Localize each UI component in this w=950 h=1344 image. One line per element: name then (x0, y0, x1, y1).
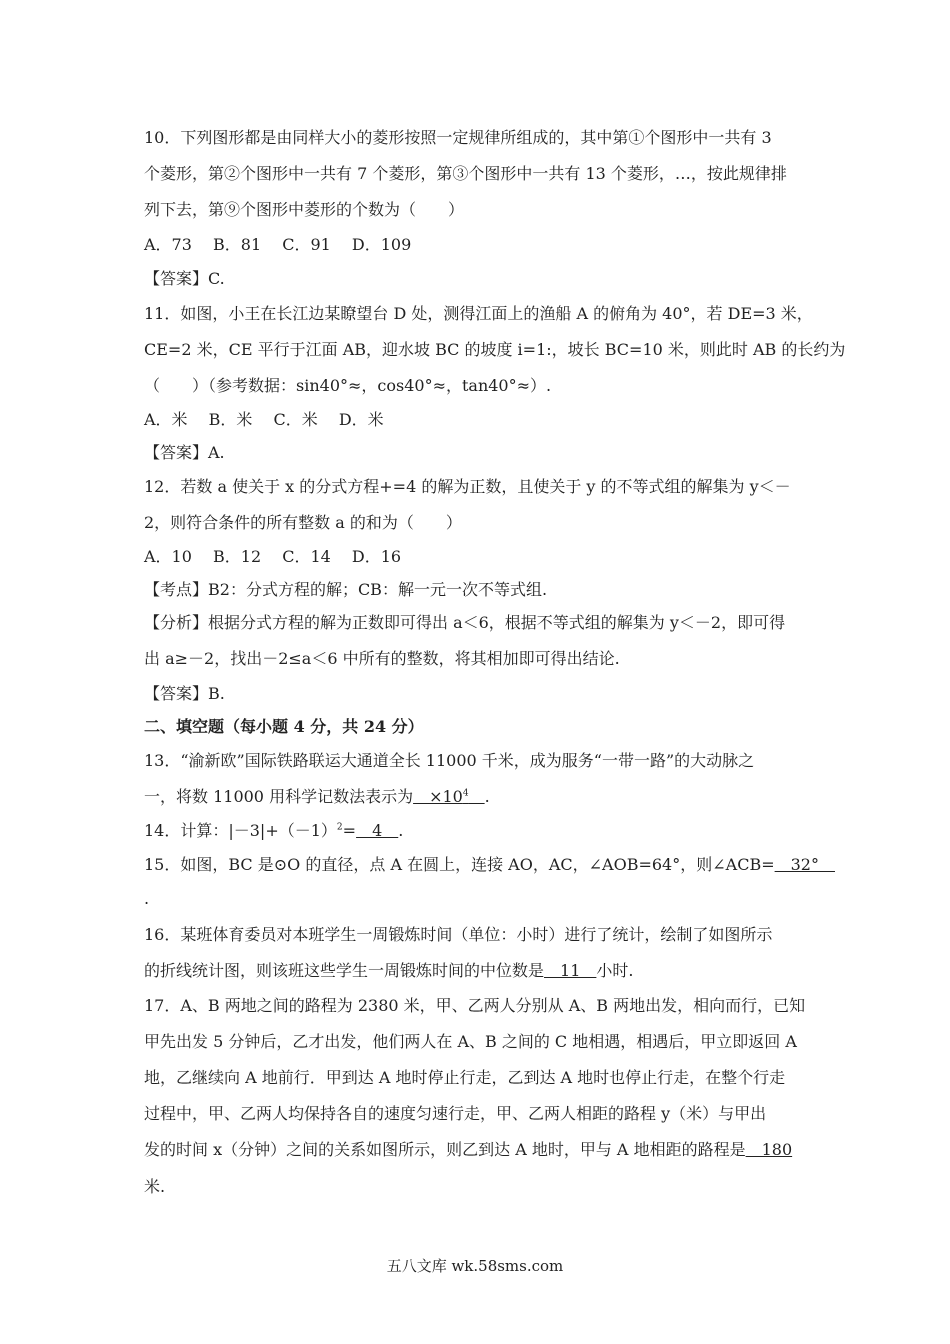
q10-options: A．73 B．81 C．91 D．109 (144, 235, 412, 254)
q17-line-5 (144, 1140, 824, 1160)
q14-line (144, 821, 824, 841)
q12-options: A．10 B．12 C．14 D．16 (144, 547, 402, 566)
q15-text: 15．如图，BC 是⊙O 的直径，点 A 在圆上，连接 AO，AC，∠AOB=64°，则∠ACB= (144, 855, 775, 874)
q11-line-2: CE=2 米，CE 平行于江面 AB，迎水坡 BC 的坡度 i=1:，坡长 BC=10 米，则此时 AB 的长约为 (144, 340, 846, 359)
q11-line-3: （ ）（参考数据：sin40°≈，cos40°≈，tan40°≈）. (144, 376, 552, 395)
q13-answer-main: ×10 (413, 787, 463, 806)
q15-line-2: . (144, 889, 150, 908)
q13-line-2-text: 一，将数 11000 用科学记数法表示为 (144, 787, 414, 806)
q16-text: 的折线统计图，则该班这些学生一周锻炼时间的中位数是 (144, 961, 545, 980)
q15-answer: 32° (774, 855, 835, 874)
q11-options: A．米 B．米 C．米 D．米 (144, 410, 384, 429)
q14-equals: = (342, 821, 357, 840)
q10-line-3: 列下去，第⑨个图形中菱形的个数为（ ） (144, 200, 465, 219)
q17-line-3: 地，乙继续向 A 地前行．甲到达 A 地时停止行走，乙到达 A 地时也停止行走，在整个行走 (144, 1068, 786, 1087)
q17-answer: 180 (745, 1140, 793, 1159)
q17-line-2: 甲先出发 5 分钟后，乙才出发，他们两人在 A、B 之间的 C 地相遇，相遇后，甲立即返回 A (144, 1032, 797, 1051)
q13-line-2-end: . (484, 787, 490, 806)
q17-line-4: 过程中，甲、乙两人均保持各自的速度匀速行走，甲、乙两人相距的路程 y（米）与甲出 (144, 1104, 767, 1123)
q14-exponent: 2 (336, 822, 343, 833)
q16-line-1: 16．某班体育委员对本班学生一周锻炼时间（单位：小时）进行了统计，绘制了如图所示 (144, 925, 773, 944)
q12-line-1: 12．若数 a 使关于 x 的分式方程+=4 的解为正数，且使关于 y 的不等式组的解集为 y＜－ (144, 477, 791, 496)
q13-line-2 (144, 787, 824, 807)
q10-answer: 【答案】C. (144, 269, 225, 288)
q12-answer: 【答案】B. (144, 684, 225, 703)
q12-line-2: 2，则符合条件的所有整数 a 的和为（ ） (144, 513, 462, 532)
q10-line-1: 10．下列图形都是由同样大小的菱形按照一定规律所组成的，其中第①个图形中一共有 3 (144, 128, 772, 147)
q17-line-1: 17．A、B 两地之间的路程为 2380 米，甲、乙两人分别从 A、B 两地出发，相向而行，已知 (144, 996, 806, 1015)
q13-answer (413, 787, 485, 806)
q14-text: 14．计算：|－3|+（－1） (144, 821, 337, 840)
q16-line-2 (144, 961, 824, 981)
q13-line-1: 13．“渝新欧”国际铁路联运大通道全长 11000 千米，成为服务“一带一路”的大动脉之 (144, 751, 755, 770)
q17-text: 发的时间 x（分钟）之间的关系如图所示，则乙到达 A 地时，甲与 A 地相距的路程是 (144, 1140, 746, 1159)
q11-answer: 【答案】A. (144, 443, 225, 462)
q11-line-1: 11．如图，小王在长江边某瞭望台 D 处，测得江面上的渔船 A 的俯角为 40°，若 DE=3 米， (144, 304, 813, 323)
q16-answer: 11 (544, 961, 597, 980)
q17-line-6: 米. (144, 1177, 166, 1196)
q12-kaodian: 【考点】B2：分式方程的解；CB：解一元一次不等式组. (144, 580, 548, 599)
q10-line-2: 个菱形，第②个图形中一共有 7 个菱形，第③个图形中一共有 13 个菱形，…，按此规律排 (144, 164, 787, 183)
q14-answer: 4 (356, 821, 399, 840)
q12-fenxi-line-1: 【分析】根据分式方程的解为正数即可得出 a＜6，根据不等式组的解集为 y＜－2，即可得 (144, 613, 786, 632)
q13-answer-exponent: 4 (462, 788, 469, 799)
q14-end: . (398, 821, 404, 840)
q12-fenxi-line-2: 出 a≥－2，找出－2≤a＜6 中所有的整数，将其相加即可得出结论. (144, 649, 620, 668)
section-heading: 二、填空题（每小题 4 分，共 24 分） (144, 717, 424, 736)
page-footer: 五八文库 wk.58sms.com (386, 1257, 564, 1275)
q15-line-1 (144, 855, 835, 875)
q16-end: 小时. (596, 961, 634, 980)
